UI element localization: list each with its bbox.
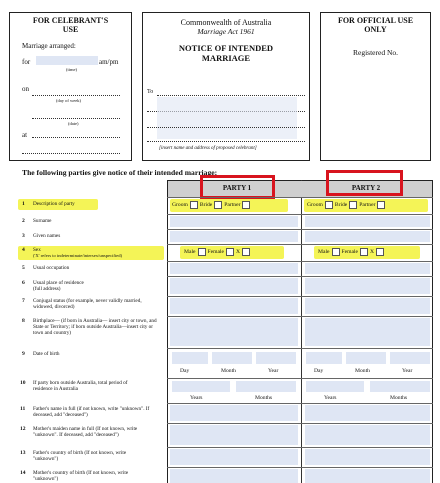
residence-p2[interactable] <box>305 278 430 294</box>
partner-checkbox-p1[interactable] <box>242 201 250 209</box>
given-p1[interactable] <box>170 231 298 242</box>
row-line <box>167 403 433 404</box>
dob-year-p1[interactable] <box>256 352 296 364</box>
groom-checkbox-p1[interactable] <box>190 201 198 209</box>
row-line <box>167 316 433 317</box>
at-field[interactable] <box>32 137 120 138</box>
father-country-p2[interactable] <box>305 449 430 465</box>
x-checkbox-p2[interactable] <box>376 248 384 256</box>
surname-p2[interactable] <box>305 216 430 227</box>
celebrant-name-line-3[interactable] <box>147 127 305 128</box>
surname-p1[interactable] <box>170 216 298 227</box>
date-field[interactable] <box>32 118 120 119</box>
partner-checkbox-p2[interactable] <box>377 201 385 209</box>
dob-year-p2[interactable] <box>390 352 430 364</box>
row-line <box>167 214 433 215</box>
table-divider <box>301 180 302 483</box>
bride-checkbox-p2[interactable] <box>349 201 357 209</box>
row-line <box>167 296 433 297</box>
authority-text: Commonwealth of Australia <box>180 18 272 27</box>
row-number: 6 <box>22 280 25 286</box>
dob-month-label-p1: Month <box>221 368 236 374</box>
x-checkbox-p1[interactable] <box>242 248 250 256</box>
row-label: Given names <box>33 233 61 239</box>
male-checkbox-p2[interactable] <box>332 248 340 256</box>
row-line <box>167 261 433 262</box>
intro-heading: The following parties give notice of their intended marriage: <box>22 168 218 177</box>
row-line <box>167 467 433 468</box>
row-label: Usual place of residence <box>33 280 84 286</box>
father-country-p1[interactable] <box>170 449 298 465</box>
male-label-p1: Male <box>184 249 196 255</box>
date-hint: (date) <box>68 121 79 126</box>
row-line <box>167 229 433 230</box>
dob-day-p2[interactable] <box>306 352 342 364</box>
row-number: 5 <box>22 265 25 271</box>
row-sublabel: ('X' refers to indeterminate/intersex/unspecified) <box>33 253 123 258</box>
row-label: Usual occupation <box>33 265 70 271</box>
row-label: Father's country of birth (If not known, write "unknown") <box>33 450 127 462</box>
row-label: Birthplace— (if born in Australia— insert city or town, and State or Territory; if born outside Australia—insert city or town and country) <box>33 318 157 336</box>
desc-options-p1 <box>172 201 252 209</box>
res-months-p1[interactable] <box>236 381 296 392</box>
res-months-p2[interactable] <box>370 381 430 392</box>
notice-box <box>142 12 310 161</box>
party2-highlight-box <box>326 170 403 196</box>
conjugal-p1[interactable] <box>170 298 298 314</box>
row-label: Description of party <box>33 201 75 207</box>
groom-label-p2: Groom <box>307 202 323 208</box>
at-field-2[interactable] <box>22 153 120 154</box>
row-label: Father's name in full (if not known, write "unknown". If deceased, add "deceased") <box>33 406 150 418</box>
row-line <box>167 348 433 349</box>
bride-label-p1: Bride <box>199 202 213 208</box>
res-years-p1[interactable] <box>172 381 230 392</box>
row-number: 11 <box>20 406 26 412</box>
on-label: on <box>22 85 29 93</box>
female-checkbox-p2[interactable] <box>360 248 368 256</box>
years-label-p2: Years <box>324 395 337 401</box>
dob-day-p1[interactable] <box>172 352 208 364</box>
months-label-p2: Months <box>390 395 408 401</box>
day-field[interactable] <box>32 95 120 96</box>
mother-p1[interactable] <box>170 425 298 445</box>
male-checkbox-p1[interactable] <box>198 248 206 256</box>
years-label-p1: Years <box>190 395 203 401</box>
partner-label-p2: Partner <box>359 202 376 208</box>
female-label-p2: Female <box>341 249 358 255</box>
partner-label-p1: Partner <box>224 202 241 208</box>
male-label-p2: Male <box>318 249 330 255</box>
father-p1[interactable] <box>170 405 298 421</box>
bride-checkbox-p1[interactable] <box>214 201 222 209</box>
registered-no-label: Registered No. <box>353 48 398 57</box>
dob-day-label-p2: Day <box>314 368 324 374</box>
row-line <box>167 197 433 198</box>
celebrant-name-line-4[interactable] <box>147 141 305 142</box>
row-number: 8 <box>22 318 25 324</box>
desc-options-p2 <box>307 201 387 209</box>
row-line <box>167 447 433 448</box>
row-label: Mother's maiden name in full (If not known, write "unknown". If deceased, add "deceased") <box>33 426 138 438</box>
insert-note: [insert name and address of proposed celebrant] <box>159 146 257 151</box>
row-label: Surname <box>33 218 52 224</box>
row-number: 4 <box>22 247 25 253</box>
celebrant-box-title: FOR CELEBRANT'S USE <box>32 16 109 34</box>
party1-header: PARTY 1 <box>222 184 252 192</box>
x-label-p2: X <box>369 249 375 255</box>
for-label: for <box>22 58 31 66</box>
ampm-label: am/pm <box>99 58 119 66</box>
row-line <box>167 276 433 277</box>
time-field[interactable] <box>36 56 98 65</box>
occupation-p1[interactable] <box>170 263 298 274</box>
female-checkbox-p1[interactable] <box>226 248 234 256</box>
birthplace-p2[interactable] <box>305 318 430 346</box>
female-label-p1: Female <box>207 249 224 255</box>
father-p2[interactable] <box>305 405 430 421</box>
notice-title: NOTICE OF INTENDED MARRIAGE <box>178 43 274 63</box>
dob-year-label-p1: Year <box>268 368 279 374</box>
marriage-arranged-label: Marriage arranged: <box>22 42 76 50</box>
occupation-p2[interactable] <box>305 263 430 274</box>
given-p2[interactable] <box>305 231 430 242</box>
sex-options-p1 <box>184 248 252 256</box>
bride-label-p2: Bride <box>334 202 348 208</box>
row-number: 1 <box>22 201 25 207</box>
groom-checkbox-p2[interactable] <box>325 201 333 209</box>
mother-country-p1[interactable] <box>170 469 298 483</box>
party2-header: PARTY 2 <box>351 184 381 192</box>
row-line <box>167 378 433 379</box>
x-label-p1: X <box>235 249 241 255</box>
row-line <box>167 423 433 424</box>
official-use-box <box>320 12 431 161</box>
row-number: 13 <box>20 450 26 456</box>
row-number: 3 <box>22 233 25 239</box>
at-label: at <box>22 131 28 139</box>
official-title: FOR OFFICIAL USE ONLY <box>337 16 414 34</box>
row-number: 9 <box>22 351 25 357</box>
row-label: If party born outside Australia, total period of residence in Australia <box>33 380 128 392</box>
row-number: 2 <box>22 218 25 224</box>
sex-options-p2 <box>318 248 386 256</box>
row-label: Sex <box>33 247 41 253</box>
mother-country-p2[interactable] <box>305 469 430 483</box>
res-years-p2[interactable] <box>306 381 364 392</box>
row-label: Date of birth <box>33 351 60 357</box>
celebrant-name-line-1[interactable] <box>157 95 305 96</box>
birthplace-p1[interactable] <box>170 318 298 346</box>
dob-month-p2[interactable] <box>346 352 386 364</box>
celebrant-fill[interactable] <box>157 97 297 139</box>
residence-p1[interactable] <box>170 278 298 294</box>
day-hint: (day of week) <box>56 98 81 103</box>
mother-p2[interactable] <box>305 425 430 445</box>
time-hint: (time) <box>66 67 77 72</box>
row-number: 10 <box>20 380 26 386</box>
row-number: 7 <box>22 298 25 304</box>
months-label-p1: Months <box>255 395 273 401</box>
conjugal-p2[interactable] <box>305 298 430 314</box>
party1-highlight-box <box>200 175 275 199</box>
dob-year-label-p2: Year <box>402 368 413 374</box>
dob-month-label-p2: Month <box>355 368 370 374</box>
row-label: Mother's country of birth (If not known, write "unknown") <box>33 470 129 482</box>
celebrant-use-box <box>9 12 132 161</box>
row-number: 12 <box>20 426 26 432</box>
row-line <box>167 244 433 245</box>
row-sublabel: (full address) <box>33 286 61 292</box>
dob-month-p1[interactable] <box>212 352 252 364</box>
act-text: Marriage Act 1961 <box>197 27 255 36</box>
to-label: To <box>147 89 154 95</box>
row-number: 14 <box>20 470 26 476</box>
groom-label-p1: Groom <box>172 202 188 208</box>
row-label: Conjugal status (for example, never validly married, widowed, divorced) <box>33 298 142 310</box>
dob-day-label-p1: Day <box>180 368 190 374</box>
